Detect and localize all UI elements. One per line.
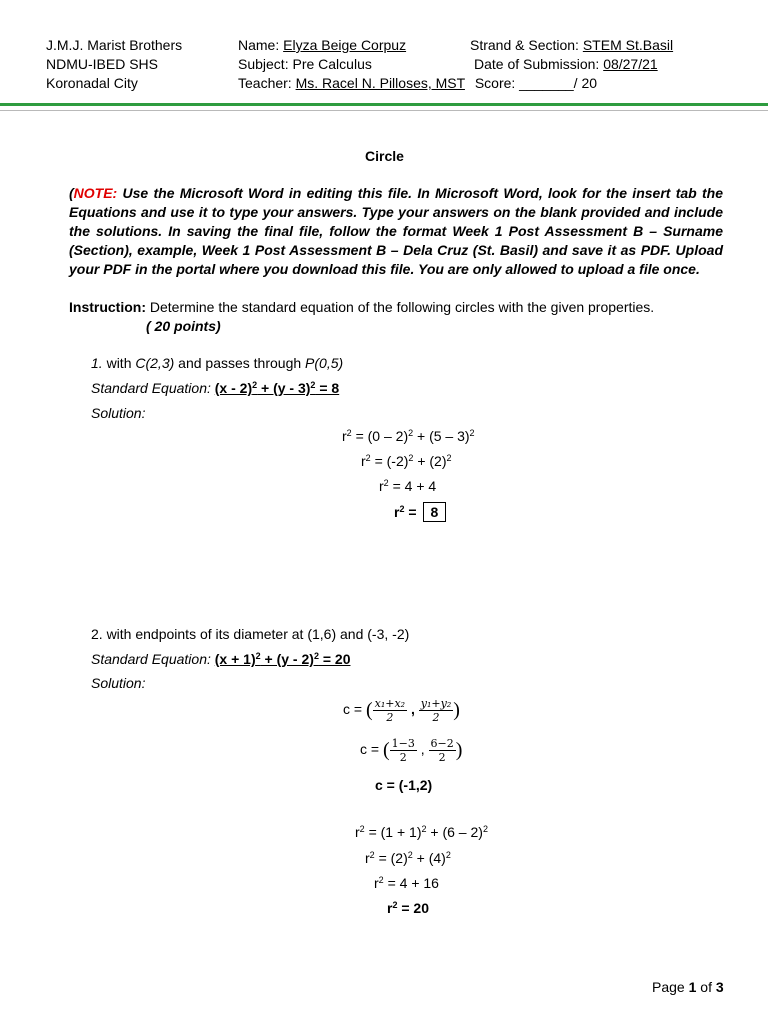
q2-frac-b <box>429 737 456 764</box>
page-title: Circle <box>365 148 404 164</box>
q1-s1-c: + (5 – 3) <box>413 428 470 444</box>
q1-eq-b: + (y - 3) <box>257 380 311 396</box>
name-row <box>238 37 406 53</box>
page-total: 3 <box>715 979 724 995</box>
q2-equation <box>215 651 351 667</box>
subject-label: Subject: <box>238 56 289 72</box>
q2-frac-b-den: 2 <box>438 751 446 764</box>
instruction-points: ( 20 points) <box>146 318 221 334</box>
name-value: Elyza Beige Corpuz <box>283 37 407 53</box>
q1-s2-c: + (2) <box>413 453 447 469</box>
date-value: 08/27/21 <box>603 56 658 72</box>
teacher-value: Ms. Racel N. Pilloses, MST <box>295 75 465 91</box>
q2-midpoint-formula: c = ( $\frac{\text{x₁+x₂}}{2}$ , $\frac{\text{y₁+y₂}}{2}$ ) <box>343 697 460 724</box>
q1-solution-label: Solution: <box>91 405 146 421</box>
q1-number: 1. <box>91 355 103 371</box>
q1-s2-exp-c: 2 <box>446 453 452 463</box>
q2-s1-b: = (1 + 1) <box>364 824 422 840</box>
q2-step-2 <box>365 850 451 866</box>
q1-step-4 <box>394 502 446 522</box>
q2-std-label: Standard Equation: <box>91 651 215 667</box>
q1-s2-a: r <box>361 453 366 469</box>
q1-s2-exp-b: 2 <box>408 453 414 463</box>
page-number <box>652 979 724 995</box>
q1-step-3 <box>379 478 436 494</box>
subject-row <box>238 56 372 72</box>
q1-s2-b: = (-2) <box>370 453 409 469</box>
teacher-row <box>238 75 597 91</box>
subject-value: Pre Calculus <box>292 56 372 72</box>
instruction-text: Determine the standard equation of the following circles with the given properties. <box>146 299 655 315</box>
q2-step-4 <box>387 900 429 916</box>
q2-frac-a-num: 1−3 <box>391 737 415 750</box>
note-open-paren: ( <box>69 185 74 201</box>
q2-c-label-2: c = <box>360 741 383 758</box>
q2-standard-equation <box>91 651 350 667</box>
note-label: NOTE: <box>73 185 118 201</box>
q1-eq-exp-a: 2 <box>252 380 258 390</box>
q1-s1-exp-a: 2 <box>346 428 352 438</box>
q2-s1-exp-b: 2 <box>421 824 427 834</box>
q2-eq-a: (x + 1) <box>214 651 256 667</box>
q1-s1-exp-c: 2 <box>469 428 475 438</box>
q1-s2-exp-a: 2 <box>365 453 371 463</box>
q2-s2-b: = (2) <box>374 850 408 866</box>
school-name: J.M.J. Marist Brothers <box>46 37 183 53</box>
q1-s4-exp-a: 2 <box>399 504 405 514</box>
q2-s3-a: r <box>374 875 379 891</box>
q2-s2-exp-a: 2 <box>369 850 375 860</box>
q2-frac-x-num: x₁+x₂ <box>374 697 406 710</box>
note-paragraph <box>69 184 723 279</box>
q1-s1-b: = (0 – 2) <box>351 428 409 444</box>
date-label: Date of Submission: <box>474 56 600 72</box>
strand-label: Strand & Section: <box>470 37 579 53</box>
strand-row <box>470 37 673 53</box>
school-city: Koronadal City <box>46 75 138 91</box>
q1-equation <box>215 380 339 396</box>
q2-s1-c: + (6 – 2) <box>426 824 483 840</box>
q1-s3-b: = 4 + 4 <box>388 478 437 494</box>
q1-step-1 <box>342 428 475 444</box>
instruction <box>69 299 654 315</box>
q1-center: C(2,3) <box>135 355 175 371</box>
q1-s3-exp-a: 2 <box>383 478 389 488</box>
q1-s4-b: = <box>404 504 417 520</box>
q1-eq-c: = 8 <box>315 380 340 396</box>
q2-center-result: c = (-1,2) <box>375 777 433 793</box>
school-unit: NDMU-IBED SHS <box>46 56 159 72</box>
q1-step-2 <box>361 453 452 469</box>
q2-eq-exp-a: 2 <box>255 651 261 661</box>
q1-s1-a: r <box>342 428 347 444</box>
q1-s4-a: r <box>394 504 400 520</box>
q1-s3-a: r <box>379 478 384 494</box>
q2-frac-x <box>373 697 407 724</box>
q1-s1-exp-b: 2 <box>408 428 414 438</box>
date-row <box>474 56 658 72</box>
q2-frac-a <box>390 737 417 764</box>
q2-frac-x-den: 2 <box>386 711 394 724</box>
teacher-label: Teacher: <box>238 75 292 91</box>
q1-standard-equation <box>91 380 339 396</box>
q2-s3-b: = 4 + 16 <box>383 875 439 891</box>
q2-midpoint-sub: c = ( $\frac{1-3}{2}$ , $\frac{6-2}{2}$ ) <box>360 737 463 764</box>
q2-s1-a: r <box>355 824 360 840</box>
q2-prompt: 2. with endpoints of its diameter at (1,6) and (-3, -2) <box>91 626 410 642</box>
q1-eq-a: (x - 2) <box>214 380 253 396</box>
page-of: of <box>696 979 716 995</box>
q2-frac-y-num: y₁+y₂ <box>420 697 452 710</box>
q2-s4-a: r <box>387 900 393 916</box>
q2-eq-exp-b: 2 <box>313 651 319 661</box>
q2-frac-y-den: 2 <box>432 711 440 724</box>
q2-solution-label: Solution: <box>91 675 146 691</box>
q2-s1-exp-c: 2 <box>482 824 488 834</box>
q2-frac-b-num: 6−2 <box>430 737 454 750</box>
q2-s2-c: + (4) <box>412 850 446 866</box>
page-label: Page <box>652 979 689 995</box>
q2-frac-a-den: 2 <box>399 751 407 764</box>
q1-eq-exp-b: 2 <box>310 380 316 390</box>
q2-s2-exp-c: 2 <box>445 850 451 860</box>
q1-std-label: Standard Equation: <box>91 380 215 396</box>
page-current: 1 <box>688 979 697 995</box>
q1-answer-box: 8 <box>423 502 447 522</box>
note-text: Use the Microsoft Word in editing this file. In Microsoft Word, look for the insert tab the Equations and use it to type your answers. Type your answers on the blank provided and include the solutions. In saving the final file, follow the format Week 1 Post Assessment B – Surname (Section), example, Week 1 Post Assessment B – Dela Cruz (St. Basil) and save it as PDF. Upload your PDF in the portal where you download this file. You are only allowed to upload a file once. <box>69 185 723 277</box>
q1-text-a: with <box>102 355 136 371</box>
q2-s4-exp-a: 2 <box>392 900 398 910</box>
header-divider-gray <box>0 110 768 111</box>
q2-s4-b: = 20 <box>397 900 429 916</box>
q2-c-label-1: c = <box>343 701 366 718</box>
q1-text-b: and passes through <box>174 355 306 371</box>
q1-point: P(0,5) <box>305 355 344 371</box>
score-label: Score: _______/ 20 <box>474 75 598 91</box>
instruction-label: Instruction: <box>69 299 146 315</box>
q2-eq-c: = 20 <box>318 651 351 667</box>
strand-value: STEM St.Basil <box>582 37 674 53</box>
name-label: Name: <box>238 37 280 53</box>
q2-s2-a: r <box>365 850 370 866</box>
q1-prompt <box>91 355 343 371</box>
q2-frac-y <box>419 697 453 724</box>
q2-step-1 <box>355 824 488 840</box>
q2-eq-b: + (y - 2) <box>260 651 314 667</box>
q2-step-3 <box>374 875 439 891</box>
q2-s2-exp-b: 2 <box>407 850 413 860</box>
header-divider-green <box>0 103 768 106</box>
q2-s1-exp-a: 2 <box>359 824 365 834</box>
q2-s3-exp-a: 2 <box>378 875 384 885</box>
